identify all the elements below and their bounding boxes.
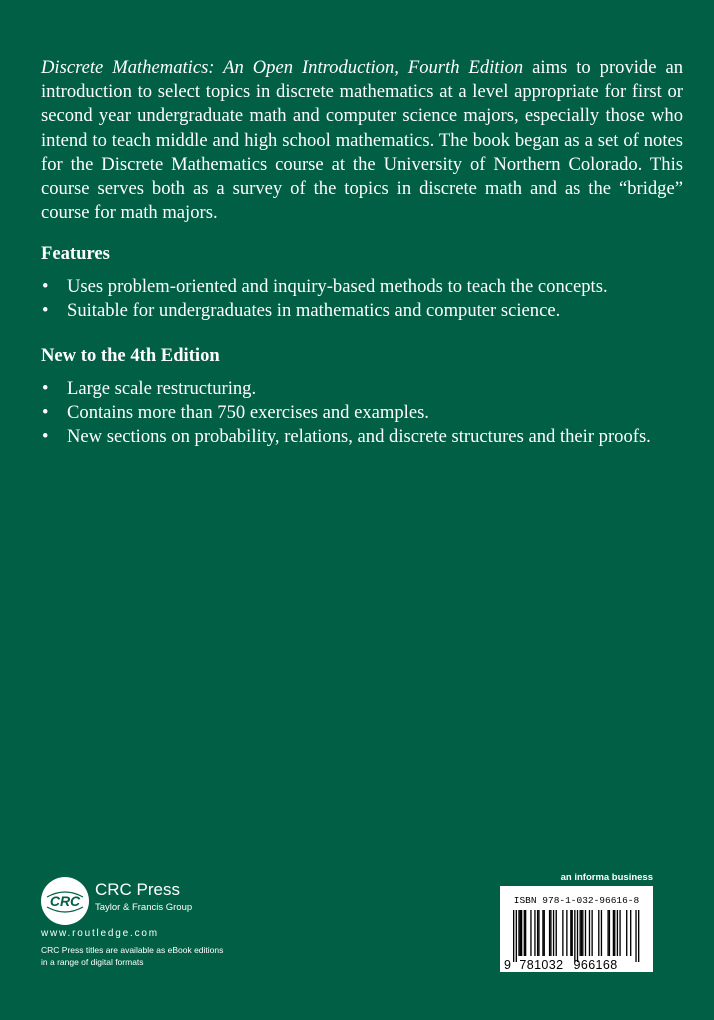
barcode-bar <box>589 910 590 956</box>
new-edition-list <box>41 377 661 450</box>
barcode-bar <box>524 910 525 956</box>
barcode-bar <box>598 910 599 956</box>
barcode-bar <box>518 910 519 956</box>
list-item <box>41 377 661 401</box>
isbn-text: ISBN 978-1-032-96616-8 <box>513 895 640 906</box>
bullet-icon: • <box>42 276 49 297</box>
barcode-bar <box>585 910 586 956</box>
barcode-bar <box>534 910 535 956</box>
barcode-bar <box>520 910 521 956</box>
barcode-bar <box>521 910 522 956</box>
barcode-bar <box>580 910 581 956</box>
barcode-bar <box>550 910 551 956</box>
barcode-bar <box>630 910 631 956</box>
barcode-bar <box>613 910 614 956</box>
intro-paragraph <box>41 56 683 225</box>
barcode-bar <box>513 910 514 962</box>
barcode-bar <box>619 910 620 956</box>
list-item-text: Suitable for undergraduates in mathematics and computer science. <box>67 300 561 322</box>
barcode-bar <box>635 910 636 962</box>
barcode-bar <box>581 910 582 956</box>
barcode-bar <box>570 910 571 956</box>
barcode-bar <box>537 910 538 956</box>
barcode-bar <box>609 910 610 956</box>
new-edition-heading: New to the 4th Edition <box>41 345 220 366</box>
ebook-note <box>41 944 223 968</box>
features-list <box>41 275 661 323</box>
crc-logo-icon <box>40 876 90 926</box>
barcode-bar <box>542 910 543 956</box>
barcode-bar <box>556 910 557 956</box>
publisher-name: CRC Press <box>95 880 181 899</box>
ean-digit-first: 9 <box>504 958 512 972</box>
list-item-text: Uses problem-oriented and inquiry-based methods to teach the concepts. <box>67 276 608 297</box>
barcode-bar <box>582 910 583 956</box>
barcode-bar <box>617 910 618 956</box>
ean-digits-left: 781032 <box>519 958 564 972</box>
features-heading: Features <box>41 243 110 264</box>
barcode-bar <box>574 910 575 962</box>
barcode-bar <box>525 910 526 956</box>
barcode-bar <box>544 910 545 956</box>
barcode-bar <box>591 910 592 956</box>
barcode <box>500 886 653 972</box>
barcode-bar <box>549 910 550 956</box>
list-item <box>41 299 661 323</box>
barcode-bar <box>566 910 567 956</box>
barcode-bar <box>538 910 539 956</box>
publisher-group: Taylor & Francis Group <box>95 902 193 913</box>
barcode-bar <box>626 910 627 956</box>
barcode-bar <box>614 910 615 956</box>
list-item-text: Contains more than 750 exercises and examples. <box>67 402 429 424</box>
ean-digits <box>504 958 650 972</box>
barcode-bar <box>553 910 554 956</box>
barcode-bar <box>601 910 602 956</box>
list-item <box>41 275 661 299</box>
barcode-bar <box>607 910 608 956</box>
bullet-icon: • <box>42 402 49 424</box>
barcode-bar <box>530 910 531 956</box>
book-title: Discrete Mathematics: An Open Introduction, Fourth Edition <box>41 57 524 78</box>
barcode-bar <box>516 910 517 962</box>
bullet-icon: • <box>42 300 49 322</box>
list-item-text: New sections on probability, relations, and discrete structures and their proofs. <box>67 426 651 448</box>
ebook-note-line2: in a range of digital formats <box>41 957 144 967</box>
bullet-icon: • <box>42 378 49 399</box>
ebook-note-line1: CRC Press titles are available as eBook editions <box>41 945 224 955</box>
barcode-bar <box>577 910 578 962</box>
barcode-bar <box>572 910 573 956</box>
intro-text: aims to provide an introduction to select topics in discrete mathematics at a level appropriate for first or second year undergraduate math and computer science majors, especially those who intend to teach middle and high school mathematics. The book began as a set of notes for the Discrete Mathematics course at the University of Northern Colorado. This course serves both as a survey of the topics in discrete math and as the “bridge” course for math majors. <box>41 57 683 224</box>
publisher-url: www.routledge.com <box>41 928 159 939</box>
barcode-bar <box>562 910 563 956</box>
barcode-bar <box>638 910 639 962</box>
ean-digits-right: 966168 <box>573 958 618 972</box>
list-item-text: Large scale restructuring. <box>67 378 257 399</box>
crc-logo-text: CRC <box>49 893 81 909</box>
list-item <box>41 425 661 449</box>
informa-tagline: an informa business <box>560 872 653 883</box>
list-item <box>41 401 661 425</box>
bullet-icon: • <box>42 426 49 448</box>
